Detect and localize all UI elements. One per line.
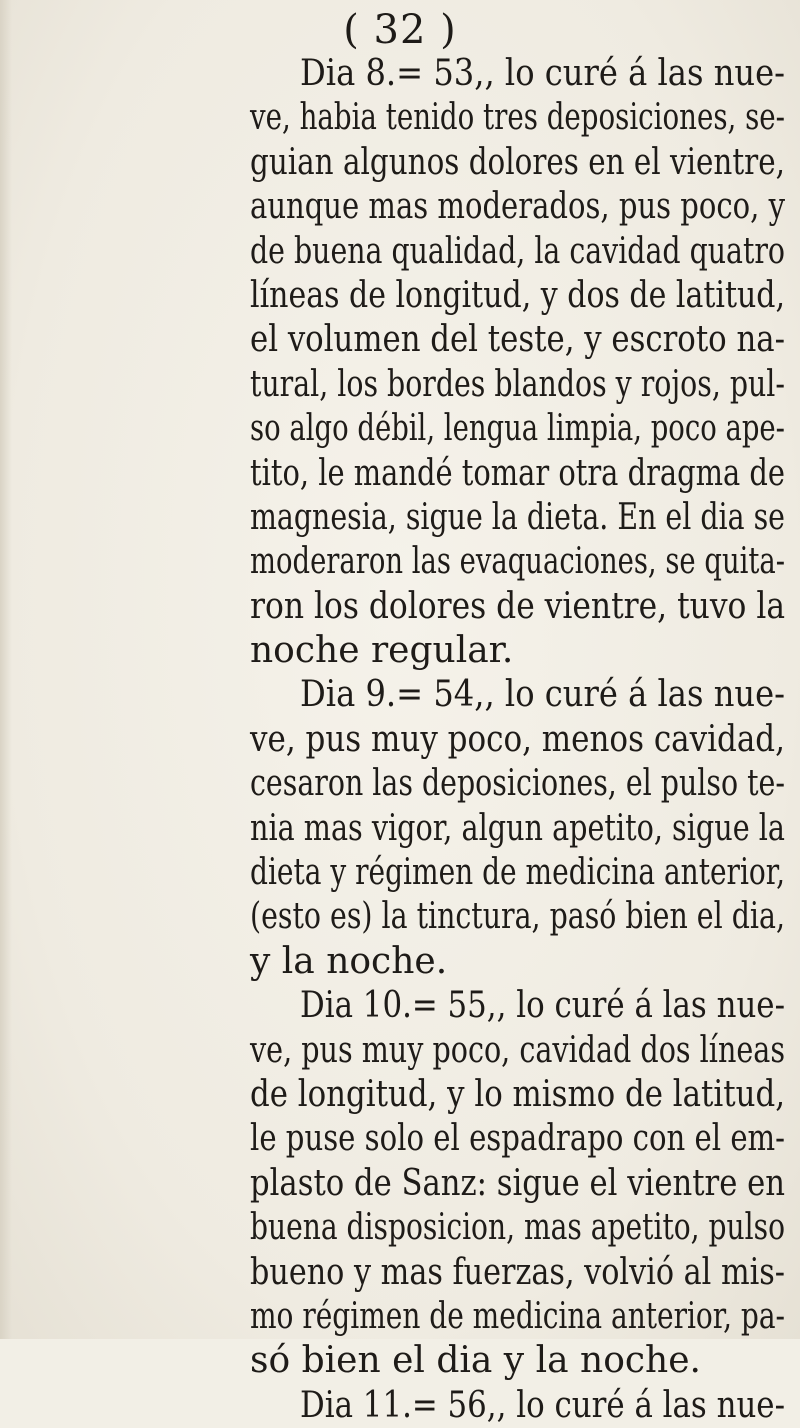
text-line: ve, habia tenido tres deposiciones, se-: [250, 97, 786, 139]
text-line: noche regular.: [250, 630, 514, 672]
text-line: tural, los bordes blandos y rojos, pul-: [250, 363, 785, 405]
text-line: guian algunos dolores en el vientre,: [250, 141, 785, 183]
text-line: só bien el dia y la noche.: [250, 1340, 701, 1382]
text-line: líneas de longitud, y dos de latitud,: [250, 274, 786, 316]
text-line: Dia 10.= 55,, lo curé á las nue-: [300, 985, 785, 1027]
text-line: ve, pus muy poco, cavidad dos líneas: [250, 1029, 785, 1071]
page-edge-shadow: [0, 0, 12, 1339]
text-line: so algo débil, lengua limpia, poco ape-: [250, 408, 785, 450]
text-line: bueno y mas fuerzas, volvió al mis-: [250, 1251, 786, 1293]
text-line: buena disposicion, mas apetito, pulso: [250, 1207, 786, 1249]
text-line: magnesia, sigue la dieta. En el dia se: [250, 496, 785, 538]
text-line: Dia 9.= 54,, lo curé á las nue-: [300, 674, 786, 716]
text-line: Dia 8.= 53,, lo curé á las nue-: [300, 53, 786, 94]
text-line: de buena qualidad, la cavidad quatro: [250, 230, 786, 272]
text-line: nia mas vigor, algun apetito, sigue la: [250, 807, 785, 849]
text-line: ron los dolores de vientre, tuvo la: [250, 585, 786, 627]
text-line: le puse solo el espadrapo con el em-: [250, 1118, 786, 1160]
text-line: plasto de Sanz: sigue el vientre en: [250, 1162, 785, 1204]
text-line: Dia 11.= 56,, lo curé á las nue-: [300, 1384, 785, 1426]
body-text: [250, 52, 790, 1428]
text-line: aunque mas moderados, pus poco, y: [250, 186, 785, 228]
text-line: ve, pus muy poco, menos cavidad,: [250, 718, 785, 760]
text-line: mo régimen de medicina anterior, pa-: [250, 1295, 786, 1337]
text-line: cesaron las deposiciones, el pulso te-: [250, 763, 785, 805]
text-line: tito, le mandé tomar otra dragma de: [250, 452, 785, 494]
text-line: y la noche.: [250, 940, 448, 982]
text-line: dieta y régimen de medicina anterior,: [250, 852, 786, 894]
text-line: el volumen del teste, y escroto na-: [250, 319, 786, 361]
text-line: moderaron las evaquaciones, se quita-: [250, 541, 786, 583]
text-line: (esto es) la tinctura, pasó bien el dia,: [250, 896, 785, 938]
text-line: de longitud, y lo mismo de latitud,: [250, 1073, 785, 1115]
page-number: ( 32 ): [343, 7, 457, 53]
